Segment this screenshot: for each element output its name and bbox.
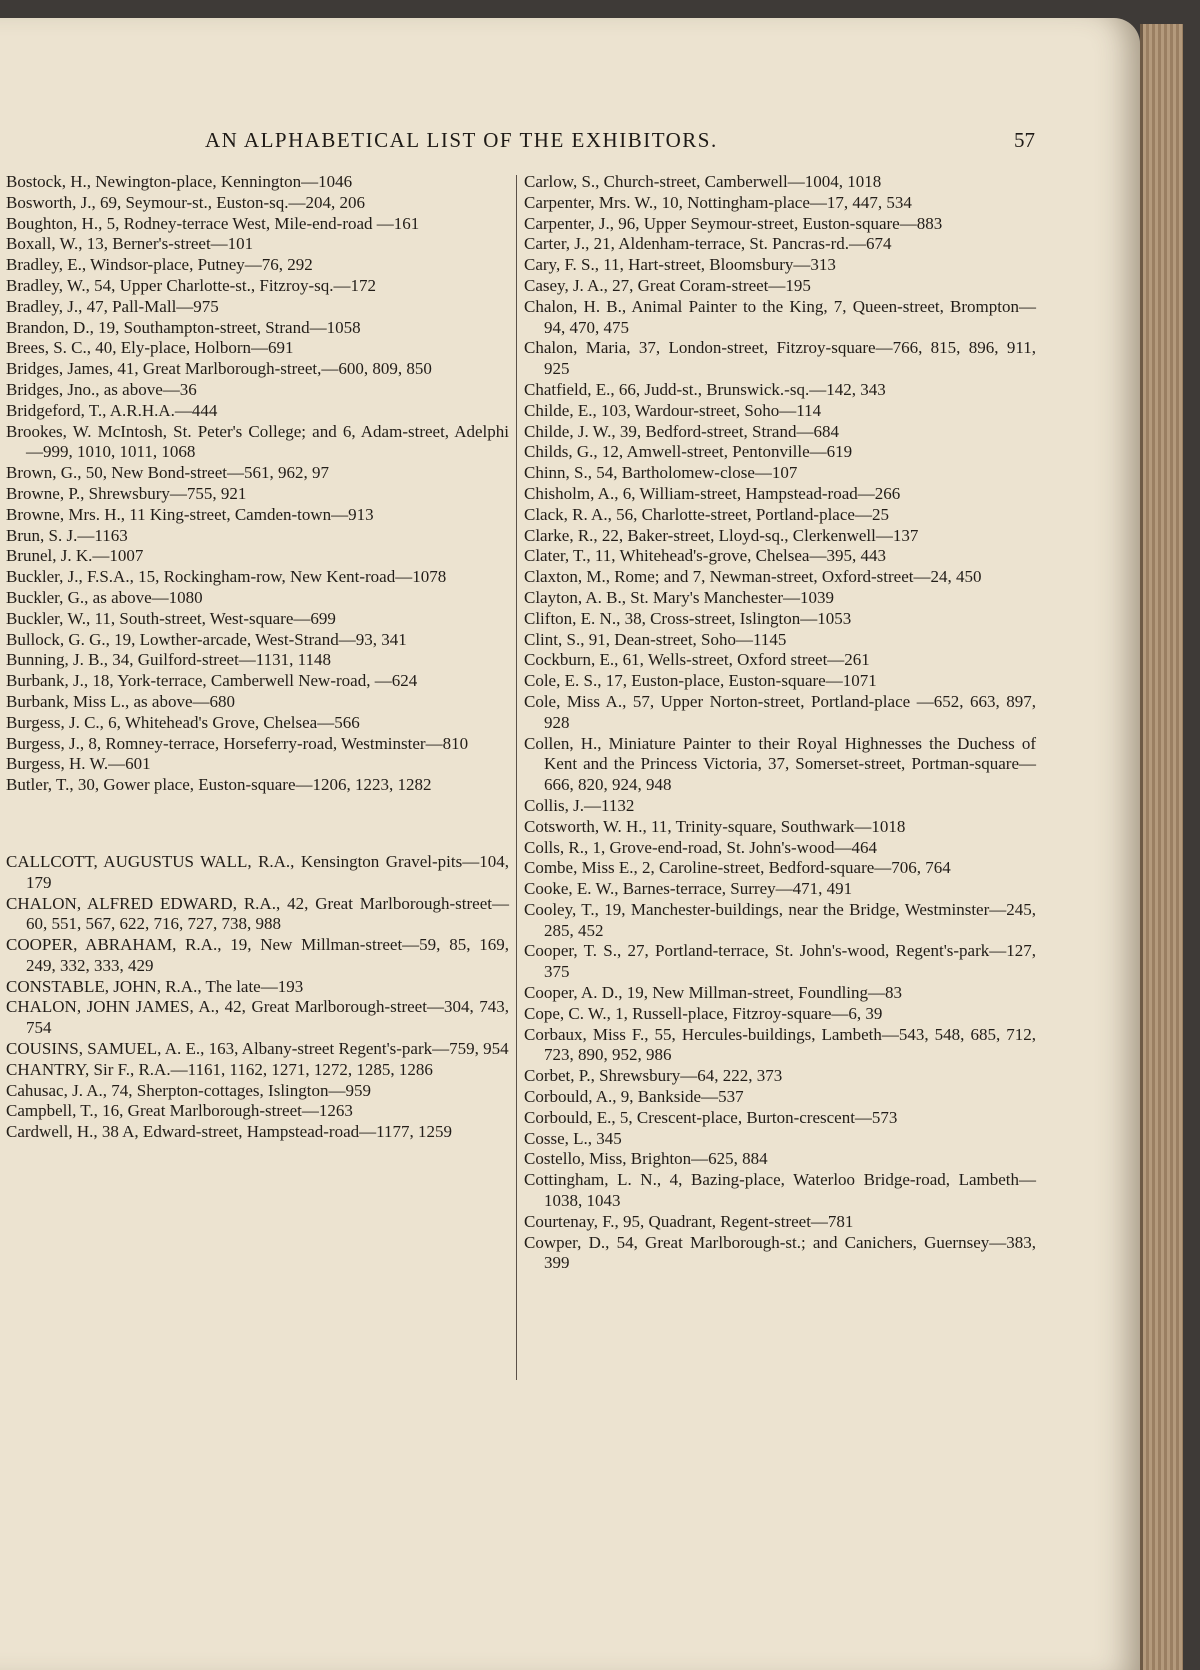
list-entry: Cooley, T., 19, Manchester-buildings, near the Bridge, Westminster—245, 285, 452 xyxy=(524,899,1036,940)
list-entry: Childe, E., 103, Wardour-street, Soho—114 xyxy=(524,400,822,420)
list-entry: Cooper, T. S., 27, Portland-terrace, St. John's-wood, Regent's-park—127, 375 xyxy=(524,941,1036,982)
list-entry: Clarke, R., 22, Baker-street, Lloyd-sq., Clerkenwell—137 xyxy=(524,525,919,545)
list-entry: Boughton, H., 5, Rodney-terrace West, Mile-end-road —161 xyxy=(6,213,420,233)
list-entry: Brun, S. J.—1163 xyxy=(6,525,128,545)
left-column xyxy=(6,172,509,1143)
list-entry: Cope, C. W., 1, Russell-place, Fitzroy-square—6, 39 xyxy=(524,1003,883,1023)
right-column-entries xyxy=(524,172,1036,1274)
list-entry: Browne, P., Shrewsbury—755, 921 xyxy=(6,483,247,503)
list-entry: Colls, R., 1, Grove-end-road, St. John's-wood—464 xyxy=(524,837,877,857)
list-entry: Bridges, James, 41, Great Marlborough-street,—600, 809, 850 xyxy=(6,359,432,379)
list-entry: Casey, J. A., 27, Great Coram-street—195 xyxy=(524,275,811,295)
list-entry: Costello, Miss, Brighton—625, 884 xyxy=(524,1149,768,1169)
list-entry: Bunning, J. B., 34, Guilford-street—1131, 1148 xyxy=(6,650,332,670)
list-entry: Carpenter, J., 96, Upper Seymour-street, Euston-square—883 xyxy=(524,213,943,233)
list-entry: Combe, Miss E., 2, Caroline-street, Bedford-square—706, 764 xyxy=(524,858,951,878)
list-entry: Buckler, G., as above—1080 xyxy=(6,587,203,607)
list-entry: Collen, H., Miniature Painter to their Royal Highnesses the Duchess of Kent and the Princess Victoria, 37, Somerset-street, Portman-square—666, 820, 924, 948 xyxy=(524,733,1036,795)
column-divider xyxy=(516,175,517,1380)
list-entry: Carpenter, Mrs. W., 10, Nottingham-place—17, 447, 534 xyxy=(524,192,912,212)
list-entry: Claxton, M., Rome; and 7, Newman-street, Oxford-street—24, 450 xyxy=(524,567,982,587)
list-entry: Butler, T., 30, Gower place, Euston-square—1206, 1223, 1282 xyxy=(6,775,432,795)
page-title: AN ALPHABETICAL LIST OF THE EXHIBITORS. xyxy=(205,128,718,152)
list-entry: Cooper, A. D., 19, New Millman-street, Foundling—83 xyxy=(524,983,903,1003)
list-entry: CHANTRY, Sir F., R.A.—1161, 1162, 1271, 1272, 1285, 1286 xyxy=(6,1059,433,1079)
left-column-caps-entries xyxy=(6,852,509,1143)
list-entry: Chisholm, A., 6, William-street, Hampstead-road—266 xyxy=(524,483,901,503)
list-entry: CHALON, ALFRED EDWARD, R.A., 42, Great Marlborough-street—60, 551, 567, 622, 716, 727, 738, 988 xyxy=(6,893,509,934)
list-entry: Chatfield, E., 66, Judd-st., Brunswick.-sq.—142, 343 xyxy=(524,379,886,399)
list-entry: Clack, R. A., 56, Charlotte-street, Portland-place—25 xyxy=(524,504,889,524)
list-entry: Chalon, Maria, 37, London-street, Fitzroy-square—766, 815, 896, 911, 925 xyxy=(524,338,1036,379)
book-edge xyxy=(1140,24,1200,1670)
list-entry: Brees, S. C., 40, Ely-place, Holborn—691 xyxy=(6,338,294,358)
list-entry: Bradley, J., 47, Pall-Mall—975 xyxy=(6,296,219,316)
list-entry: Clater, T., 11, Whitehead's-grove, Chelsea—395, 443 xyxy=(524,546,886,566)
list-entry: Courtenay, F., 95, Quadrant, Regent-street—781 xyxy=(524,1211,854,1231)
list-entry: Cowper, D., 54, Great Marlborough-st.; and Canichers, Guernsey—383, 399 xyxy=(524,1232,1036,1273)
list-entry: Cosse, L., 345 xyxy=(524,1128,622,1148)
list-entry: Brookes, W. McIntosh, St. Peter's College; and 6, Adam-street, Adelphi—999, 1010, 1011, 1068 xyxy=(6,421,509,462)
list-entry: Clifton, E. N., 38, Cross-street, Islington—1053 xyxy=(524,608,852,628)
right-column xyxy=(524,172,1036,1274)
list-entry: Collis, J.—1132 xyxy=(524,795,635,815)
list-entry: Cahusac, J. A., 74, Sherpton-cottages, Islington—959 xyxy=(6,1080,371,1100)
list-entry: Corbould, A., 9, Bankside—537 xyxy=(524,1087,744,1107)
page-number: 57 xyxy=(1014,128,1035,152)
list-entry: Chalon, H. B., Animal Painter to the King, 7, Queen-street, Brompton—94, 470, 475 xyxy=(524,296,1036,337)
left-column-entries xyxy=(6,172,509,796)
list-entry: Corbaux, Miss F., 55, Hercules-buildings, Lambeth—543, 548, 685, 712, 723, 890, 952, 986 xyxy=(524,1024,1036,1065)
list-entry: Cockburn, E., 61, Wells-street, Oxford street—261 xyxy=(524,650,870,670)
list-entry: COOPER, ABRAHAM, R.A., 19, New Millman-street—59, 85, 169, 249, 332, 333, 429 xyxy=(6,935,509,975)
list-entry: Childe, J. W., 39, Bedford-street, Strand—684 xyxy=(524,421,839,441)
list-entry: Bradley, E., Windsor-place, Putney—76, 292 xyxy=(6,255,313,275)
list-entry: Chinn, S., 54, Bartholomew-close—107 xyxy=(524,463,798,483)
list-entry: Brown, G., 50, New Bond-street—561, 962, 97 xyxy=(6,463,329,483)
list-entry: Cardwell, H., 38 A, Edward-street, Hampstead-road—1177, 1259 xyxy=(6,1122,452,1142)
list-entry: Burbank, Miss L., as above—680 xyxy=(6,691,236,711)
list-entry: Bridges, Jno., as above—36 xyxy=(6,379,197,399)
list-entry: Campbell, T., 16, Great Marlborough-street—1263 xyxy=(6,1101,353,1121)
list-entry: Bradley, W., 54, Upper Charlotte-st., Fitzroy-sq.—172 xyxy=(6,275,377,295)
list-entry: Carlow, S., Church-street, Camberwell—1004, 1018 xyxy=(524,172,882,191)
list-entry: Cole, E. S., 17, Euston-place, Euston-square—1071 xyxy=(524,671,877,691)
list-entry: Burgess, J. C., 6, Whitehead's Grove, Chelsea—566 xyxy=(6,712,360,732)
list-entry: Cottingham, L. N., 4, Bazing-place, Waterloo Bridge-road, Lambeth—1038, 1043 xyxy=(524,1170,1036,1211)
list-entry: CONSTABLE, JOHN, R.A., The late—193 xyxy=(6,976,304,996)
list-entry: Corbould, E., 5, Crescent-place, Burton-crescent—573 xyxy=(524,1107,898,1127)
list-entry: Childs, G., 12, Amwell-street, Pentonville—619 xyxy=(524,442,853,462)
list-entry: Brandon, D., 19, Southampton-street, Strand—1058 xyxy=(6,317,361,337)
section-spacer xyxy=(6,796,509,852)
page-header xyxy=(205,128,1035,153)
list-entry: Burgess, J., 8, Romney-terrace, Horseferry-road, Westminster—810 xyxy=(6,733,469,753)
list-entry: Burbank, J., 18, York-terrace, Camberwell New-road, —624 xyxy=(6,671,418,691)
list-entry: Carter, J., 21, Aldenham-terrace, St. Pancras-rd.—674 xyxy=(524,234,892,254)
list-entry: Bridgeford, T., A.R.H.A.—444 xyxy=(6,400,218,420)
list-entry: Browne, Mrs. H., 11 King-street, Camden-town—913 xyxy=(6,504,374,524)
list-entry: Corbet, P., Shrewsbury—64, 222, 373 xyxy=(524,1066,783,1086)
list-entry: Brunel, J. K.—1007 xyxy=(6,546,144,566)
list-entry: CHALON, JOHN JAMES, A., 42, Great Marlborough-street—304, 743, 754 xyxy=(6,997,509,1038)
list-entry: Burgess, H. W.—601 xyxy=(6,754,151,774)
list-entry: Bullock, G. G., 19, Lowther-arcade, West-Strand—93, 341 xyxy=(6,629,407,649)
list-entry: Clint, S., 91, Dean-street, Soho—1145 xyxy=(524,629,787,649)
list-entry: Cooke, E. W., Barnes-terrace, Surrey—471, 491 xyxy=(524,879,853,899)
list-entry: CALLCOTT, AUGUSTUS WALL, R.A., Kensington Gravel-pits—104, 179 xyxy=(6,851,509,892)
list-entry: COUSINS, SAMUEL, A. E., 163, Albany-street Regent's-park—759, 954 xyxy=(6,1039,509,1059)
list-entry: Bostock, H., Newington-place, Kennington—1046 xyxy=(6,172,353,191)
list-entry: Buckler, W., 11, South-street, West-square—699 xyxy=(6,608,336,628)
list-entry: Buckler, J., F.S.A., 15, Rockingham-row, New Kent-road—1078 xyxy=(6,567,447,587)
list-entry: Cary, F. S., 11, Hart-street, Bloomsbury—313 xyxy=(524,255,836,275)
list-entry: Boxall, W., 13, Berner's-street—101 xyxy=(6,234,254,254)
list-entry: Cotsworth, W. H., 11, Trinity-square, Southwark—1018 xyxy=(524,816,906,836)
list-entry: Bosworth, J., 69, Seymour-st., Euston-sq.—204, 206 xyxy=(6,192,366,212)
list-entry: Cole, Miss A., 57, Upper Norton-street, Portland-place —652, 663, 897, 928 xyxy=(524,691,1036,732)
list-entry: Clayton, A. B., St. Mary's Manchester—1039 xyxy=(524,587,834,607)
